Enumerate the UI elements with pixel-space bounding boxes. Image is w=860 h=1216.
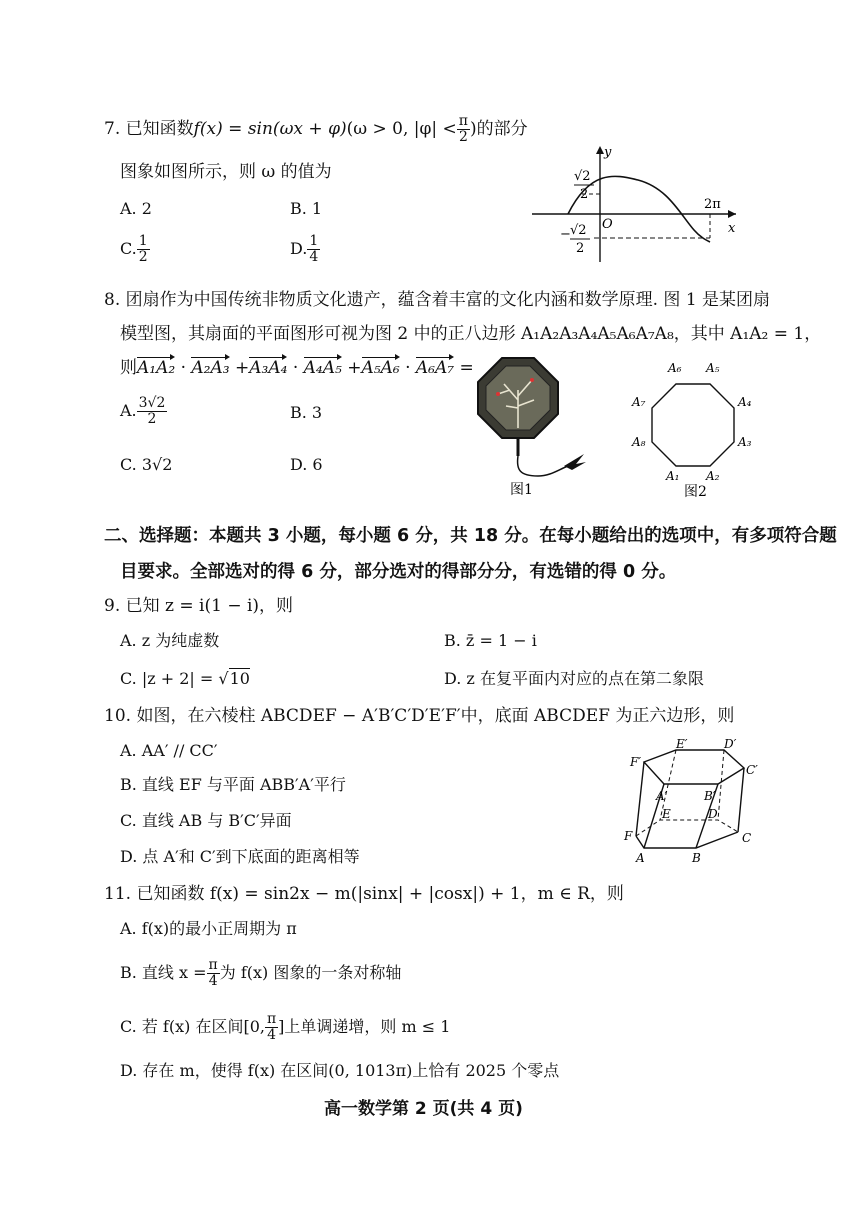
q10-option-c: C. 直线 AB 与 B′C′异面 xyxy=(120,811,292,830)
prism-label-a1: A′ xyxy=(656,789,668,803)
q8-op-1: · xyxy=(180,358,186,378)
q11-option-d: D. 存在 m，使得 f(x) 在区间(0, 1013π)上恰有 2025 个零点 xyxy=(120,1061,560,1080)
fig2-caption: 图2 xyxy=(684,484,707,500)
q7-top-den: 2 xyxy=(580,187,589,202)
q11-option-b-den: 4 xyxy=(208,973,218,989)
q8-op-4: + xyxy=(347,358,362,378)
octagon-label-a7: A₇ xyxy=(632,395,646,409)
q11-option-c xyxy=(120,1012,450,1043)
q11-option-c-den: 4 xyxy=(267,1027,277,1043)
q8-option-a-prefix: A. xyxy=(120,401,137,420)
q8-option-a-frac xyxy=(137,396,168,427)
q9-stem: 9. 已知 z = i(1 − i)，则 xyxy=(104,596,294,616)
octagon-label-a5: A₅ xyxy=(706,361,720,375)
q11-option-a: A. f(x)的最小正周期为 π xyxy=(120,919,297,938)
q8-option-c: C. 3√2 xyxy=(120,455,173,474)
q8-option-b: B. 3 xyxy=(290,403,323,422)
prism-label-f1: F′ xyxy=(630,755,642,769)
prism-bottom-visible xyxy=(636,832,738,848)
q9-option-c xyxy=(120,668,250,690)
q10-option-b: B. 直线 EF 与平面 ABB′A′平行 xyxy=(120,775,346,794)
q11-option-c-suffix: ]上单调递增，则 m ≤ 1 xyxy=(278,1017,451,1036)
q9-option-c-sqrt: √10 xyxy=(218,669,250,688)
prism-label-b: B xyxy=(692,851,701,865)
q8-vector-2: A₂A₃ xyxy=(191,358,230,378)
q7-func: f(x) = sin(ωx + φ) xyxy=(193,119,347,139)
q11-option-b-suffix: 为 f(x) 图象的一条对称轴 xyxy=(219,963,402,982)
fig1-caption: 图1 xyxy=(510,482,533,498)
fan-blossom xyxy=(530,378,534,382)
q7-y-arrow xyxy=(596,146,604,154)
q7-option-d xyxy=(290,234,320,265)
q7-sine-graph xyxy=(528,140,748,270)
q8-vector-6: A₆A₇ xyxy=(415,358,455,378)
prism-label-b1: B′ xyxy=(704,789,716,803)
q7-stem-line1 xyxy=(104,114,528,145)
q11-option-b-num: π xyxy=(208,957,218,973)
prism-label-c1: C′ xyxy=(746,763,758,777)
q7-cond-frac xyxy=(457,114,470,145)
q8-option-a-num: 3√2 xyxy=(138,395,166,411)
octagon-label-a3: A₃ xyxy=(738,435,752,449)
fan-cord xyxy=(518,456,568,476)
prism-label-e: E xyxy=(662,807,671,821)
prism-label-a: A xyxy=(636,851,645,865)
octagon-label-a2: A₂ xyxy=(706,469,720,483)
q8-option-a xyxy=(120,396,167,427)
prism-top-face xyxy=(644,750,744,784)
q7-prefix: 7. 已知函数 xyxy=(104,119,194,139)
q8-vector-1: A₁A₂ xyxy=(137,358,176,378)
q8-vector-3: A₃A₄ xyxy=(249,358,288,378)
page-footer: 高一数学第 2 页(共 4 页) xyxy=(324,1099,523,1119)
q11-option-c-frac xyxy=(265,1012,278,1043)
q11-option-c-prefix: C. 若 f(x) 在区间[0, xyxy=(120,1017,265,1036)
q10-option-d: D. 点 A′和 C′到下底面的距离相等 xyxy=(120,847,360,866)
octagon-label-a1: A₁ xyxy=(666,469,680,483)
section2-instructions-line1: 二、选择题：本题共 3 小题，每小题 6 分，共 18 分。在每小题给出的选项中，有多项符合题 xyxy=(104,526,837,546)
q7-stem-line2: 图象如图所示，则 ω 的值为 xyxy=(120,162,332,182)
q7-sine-curve xyxy=(568,176,710,242)
q11-stem: 11. 已知函数 f(x) = sin2x − m(|sinx| + |cosx|) + 1，m ∈ R，则 xyxy=(104,884,624,904)
prism-label-d1: D′ xyxy=(724,737,737,751)
octagon-label-a6: A₆ xyxy=(668,361,682,375)
q7-bottom-neg: − xyxy=(560,227,571,242)
q7-x-arrow xyxy=(728,210,736,218)
q11-option-b-frac xyxy=(207,958,220,989)
q7-x-label: x xyxy=(728,221,736,236)
q7-option-d-num: 1 xyxy=(309,233,319,249)
q11-option-c-num: π xyxy=(266,1011,277,1027)
q7-bottom-den: 2 xyxy=(576,241,585,256)
q9-option-c-prefix: C. |z + 2| = xyxy=(120,669,219,688)
prism-edge-ff1 xyxy=(636,762,644,836)
q7-cond: (ω > 0, |φ| < xyxy=(346,119,457,139)
q9-option-c-root: 10 xyxy=(229,669,250,688)
q8-stem-line3 xyxy=(120,356,474,380)
fan-tassel xyxy=(564,454,586,470)
section2-instructions-line2: 目要求。全部选对的得 6 分，部分选对的得部分分，有选错的得 0 分。 xyxy=(120,562,677,582)
q7-option-d-den: 4 xyxy=(309,249,319,265)
q7-bottom-num: √2 xyxy=(570,223,587,238)
q8-op-5: · xyxy=(405,358,411,378)
q7-option-c-frac xyxy=(137,234,150,265)
q10-stem: 10. 如图，在六棱柱 ABCDEF − A′B′C′D′E′F′中，底面 ABCDEF 为正六边形，则 xyxy=(104,706,735,726)
q7-2pi-label: 2π xyxy=(704,197,721,212)
q7-cond-frac-den: 2 xyxy=(458,129,468,145)
fan-blossom xyxy=(496,392,500,396)
q8-op-2: + xyxy=(235,358,250,378)
q8-stem-line2: 模型图，其扇面的平面图形可视为图 2 中的正八边形 A₁A₂A₃A₄A₅A₆A₇A₈，其中 A₁A₂ = 1， xyxy=(120,324,822,344)
q7-cond-frac-num: π xyxy=(458,113,468,129)
q7-option-c-prefix: C. xyxy=(120,239,137,258)
q7-origin-label: O xyxy=(602,217,613,232)
q10-hexagonal-prism xyxy=(600,736,770,868)
q8-option-d: D. 6 xyxy=(290,455,323,474)
prism-edge-dd1 xyxy=(718,750,724,820)
q9-option-b: B. z̄ = 1 − i xyxy=(444,631,537,650)
octagon-label-a4: A₄ xyxy=(738,395,752,409)
prism-label-e1: E′ xyxy=(676,737,688,751)
q7-option-c-num: 1 xyxy=(138,233,148,249)
q8-fan-figure xyxy=(468,350,598,500)
q8-op-3: · xyxy=(292,358,299,378)
q7-option-d-prefix: D. xyxy=(290,239,308,258)
q8-option-a-den: 2 xyxy=(147,411,157,427)
q8-stem-line3-prefix: 则 xyxy=(120,358,137,378)
q7-option-a: A. 2 xyxy=(120,199,152,218)
q7-option-b: B. 1 xyxy=(290,199,323,218)
q7-y-label: y xyxy=(604,145,612,160)
q8-stem-line1: 8. 团扇作为中国传统非物质文化遗产，蕴含着丰富的文化内涵和数学原理. 图 1 是某团扇 xyxy=(104,290,771,310)
octagon-label-a8: A₈ xyxy=(632,435,646,449)
prism-label-d: D xyxy=(708,807,718,821)
q9-option-d: D. z 在复平面内对应的点在第二象限 xyxy=(444,669,704,688)
q7-cond-close: )的部分 xyxy=(470,119,528,139)
q8-vector-5: A₅A₆ xyxy=(361,358,400,378)
q10-option-a: A. AA′ // CC′ xyxy=(120,741,218,760)
q11-option-b-prefix: B. 直线 x = xyxy=(120,963,207,982)
q9-option-a: A. z 为纯虚数 xyxy=(120,631,220,650)
prism-label-c: C xyxy=(742,831,752,845)
q8-octagon-figure xyxy=(626,352,766,502)
q8-op-6: = xyxy=(459,358,474,378)
q7-top-num: √2 xyxy=(574,169,591,184)
q7-option-d-frac xyxy=(307,234,320,265)
prism-edge-cc1 xyxy=(738,768,744,832)
q7-option-c-den: 2 xyxy=(138,249,148,265)
regular-octagon xyxy=(652,384,734,466)
prism-label-f: F xyxy=(624,829,633,843)
q11-option-b xyxy=(120,958,401,989)
q7-option-c xyxy=(120,234,150,265)
q8-vector-4: A₄A₅ xyxy=(303,358,342,378)
